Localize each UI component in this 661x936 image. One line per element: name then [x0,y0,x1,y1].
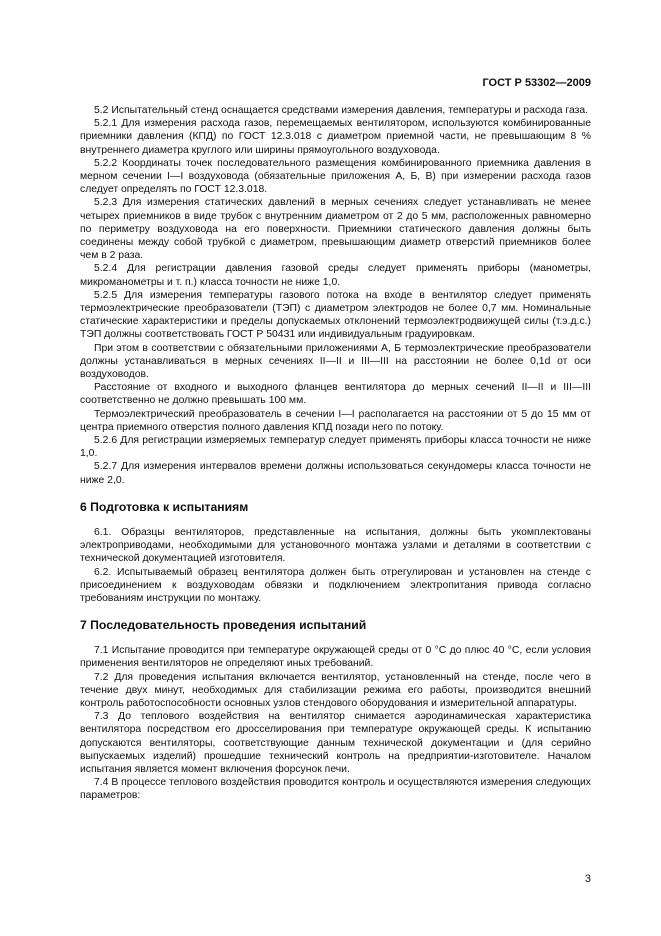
paragraph-7-3: 7.3 До теплового воздействия на вентилятор снимается аэродинамическая характеристика вентилятора посредством его дросселирования при температуре окружающей среды. К испытанию допускаются вентиляторы, соответствующие данным технической документации и (для серийно выпускаемых изделий) прошедшие технический контроль на предприятии-изготовителе. Началом испытания является момент включения форсунок печи. [80,711,591,775]
paragraph-5-2-3: 5.2.3 Для измерения статических давлений в мерных сечениях следует устанавливать не менее четырех приемников в виде трубок с внутренним диаметром от 2 до 5 мм, расположенных равномерно по периметру воздуховода на его поверхности. Приемники статического давления должны быть соединены между собой трубкой с диаметром, превышающим диаметр отверстий приемников более чем в 2 раза. [80,197,591,262]
paragraph-5-2-6: 5.2.6 Для регистрации измеряемых температур следует применять приборы класса точности не ниже 1,0. [80,435,591,460]
page-content [80,104,591,803]
paragraph-5-2-2: 5.2.2 Координаты точек последовательного размещения комбинированного приемника давления в мерном сечении I—I воздуховода (обязательные приложения А, Б, В) при измерении расхода газов следует определять по ГОСТ 12.3.018. [80,157,591,196]
paragraph-6-1: 6.1. Образцы вентиляторов, представленные на испытания, должны быть укомплектованы электроприводами, необходимыми для установочного монтажа узлами и деталями в соответствии с технической документацией изготовителя. [80,526,591,565]
paragraph-7-2: 7.2 Для проведения испытания включается вентилятор, установленный на стенде, после чего в течение двух минут, необходимых для стабилизации режима его работы, производится внешний контроль работоспособности основных узлов стендового оборудования и измерительной аппаратуры. [80,671,591,709]
paragraph-7-4: 7.4 В процессе теплового воздействия проводится контроль и осуществляются измерения следующих параметров: [80,777,591,802]
section-7-heading: 7 Последовательность проведения испытаний [80,618,367,633]
paragraph-5-2-4: 5.2.4 Для регистрации давления газовой среды следует применять приборы (манометры, микроманометры и т. п.) класса точности не ниже 1,0. [80,263,591,288]
paragraph-5-2-1: 5.2.1 Для измерения расхода газов, перемещаемых вентилятором, используются комбинированные приемники давления (КПД) по ГОСТ 12.3.018 с диаметром приемной части, не превышающим 8 % внутреннего диаметра круглого или ширины прямоугольного воздуховода. [80,118,591,156]
paragraph-5-2-5-note-2: Расстояние от входного и выходного фланцев вентилятора до мерных сечений II—II и III—III соответственно не должно превышать 100 мм. [80,382,591,407]
paragraph-7-1: 7.1 Испытание проводится при температуре окружающей среды от 0 °С до плюс 40 °С, если условия применения вентиляторов не определяют иных требований. [80,645,591,670]
paragraph-5-2-5-note-1: При этом в соответствии с обязательными приложениями А, Б термоэлектрические преобразователи должны устанавливаться в мерных сечениях II—II и III—III на расстоянии не более 0,1d от оси воздуховодов. [80,342,591,381]
paragraph-5-2: 5.2 Испытательный стенд оснащается средствами измерения давления, температуры и расхода газа. [94,105,589,116]
paragraph-5-2-5: 5.2.5 Для измерения температуры газового потока на входе в вентилятор следует применять термоэлектрические преобразователи (ТЭП) с диаметром электродов не более 0,7 мм. Номинальные статические характеристики и пределы допускаемых отклонений термоэлектродвижущей силы (т.э.д.с.) ТЭП должны соответствовать ГОСТ Р 50431 или индивидуальным градуировкам. [80,289,591,341]
standard-code-header: ГОСТ Р 53302—2009 [482,77,591,89]
paragraph-5-2-5-note-3: Термоэлектрический преобразователь в сечении I—I располагается на расстоянии от 5 до 15 мм от центра приемного отверстия полного давления КПД позади него по потоку. [80,408,591,433]
paragraph-5-2-7: 5.2.7 Для измерения интервалов времени должны использоваться секундомеры класса точности не ниже 2,0. [80,461,591,486]
paragraph-6-2: 6.2. Испытываемый образец вентилятора должен быть отрегулирован и установлен на стенде с присоединением к воздуховодам обвязки и подключением электропитания привода согласно требованиям инструкции по монтажу. [80,566,591,604]
page-number: 3 [584,873,591,885]
section-6-heading: 6 Подготовка к испытаниям [80,499,249,514]
